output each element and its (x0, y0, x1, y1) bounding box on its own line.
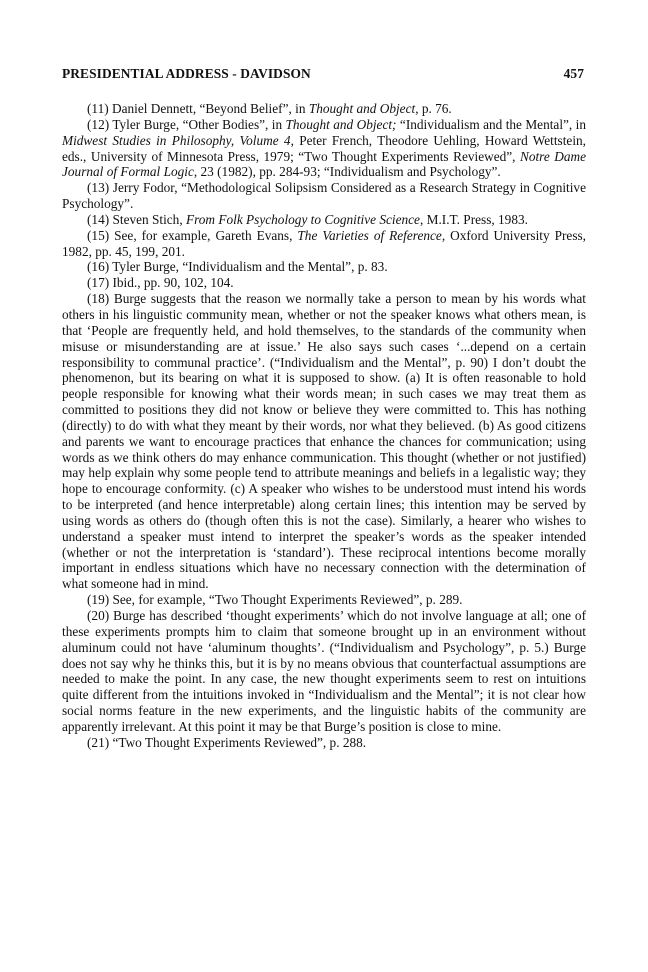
endnote-text: , Oxford University Press, 1982, pp. 45, 199, 201. (62, 227, 586, 259)
endnote-text: Burge suggests that the reason we normally take a person to mean by his words what others in his linguistic community mean, whether or not the speaker knows what others mean, is that ‘People are frequently held, and hold themselves, to the standards of the community when misuse or misunderstanding are at issue.’ He also says such cases ‘...depend on a certain responsibility to communal practice’. (“Individualism and the Mental”, p. 90) I don’t doubt the phenomenon, but its bearing on what it is supposed to show. (a) It is often reasonable to hold people responsible for knowing what their words mean; in such cases we may treat them as committed to positions they did not know or believe they were committed to. This has nothing (directly) to do with what they meant by their words, nor what they believed. (b) As good citizens and parents we want to encourage practices that enhance the chances for communication; using words as we think others do may enhance communication. This thought (whether or not justified) may help explain why some people tend to attribute meanings and beliefs in a legalistic way; they hope to encourage conformity. (c) A speaker who wishes to be understood must intend his words to be interpreted (and hence interpretable) along certain lines; this intention may be served by using words as others do (though often this is not the case). Similarly, a hearer who wishes to understand a speaker must intend to interpret the speaker’s words as the speaker intended (whether or not the interpretation is ‘standard’). These reciprocal intentions become morally important in endless situations which have no necessary connection with the determination of what someone had in mind. (62, 291, 586, 592)
italic-title: Notre Dame Journal of Formal Logic (62, 148, 586, 180)
endnote (62, 291, 586, 592)
endnote-number: (20) (87, 608, 110, 623)
endnotes-body (62, 101, 586, 751)
page-number: 457 (563, 66, 584, 81)
endnote-number: (21) (87, 734, 110, 750)
italic-title: Midwest Studies in Philosophy, Volume 4 (62, 132, 291, 148)
endnote-number: (11) (87, 101, 109, 116)
endnote-text: , 23 (1982), pp. 284-93; “Individualism and Psychology”. (193, 164, 501, 180)
endnote (62, 259, 586, 275)
running-title: PRESIDENTIAL ADDRESS - DAVIDSON (62, 66, 311, 81)
endnote-text: Burge has described ‘thought experiments’ which do not involve language at all; one of these experiments prompts him to claim that someone brought up in an environment without aluminum could not have ‘aluminum thoughts’. (“Individualism and Psychology”, p. 5.) Burge does not say why he thinks this, but it is by no means obvious that counterfactual assumptions are needed to make the point. In any case, the new thought experiments seem to rest on intuitions quite different from the intuitions invoked in “Individualism and the Mental”; it is not clear how social norms feature in the new experiments, and the linguistic habits of the community are apparently irrelevant. At this point it may be that Burge’s position is close to mine. (62, 608, 586, 734)
endnote-text: , p. 76. (415, 101, 452, 116)
endnote (62, 275, 586, 291)
endnote-text: See, for example, Gareth Evans, (109, 227, 298, 243)
endnote-text: Steven Stich, (109, 211, 186, 227)
endnote-number: (14) (87, 211, 110, 227)
endnote-text: , M.I.T. Press, 1983. (419, 211, 528, 227)
italic-title: Thought and Object; (285, 116, 397, 132)
endnote-text: “Individualism and the Mental”, in (396, 116, 586, 132)
endnote-text: Tyler Burge, “Other Bodies”, in (109, 116, 286, 132)
italic-title: The Varieties of Reference (297, 227, 442, 243)
endnote (62, 592, 586, 608)
endnote-number: (13) (87, 180, 110, 196)
endnote (62, 735, 586, 751)
endnote-number: (16) (87, 259, 110, 275)
endnote-number: (19) (87, 592, 110, 608)
endnote (62, 228, 586, 260)
endnote-text: Tyler Burge, “Individualism and the Mental”, p. 83. (109, 259, 388, 275)
endnote-text: See, for example, “Two Thought Experiments Reviewed”, p. 289. (109, 592, 463, 608)
endnote (62, 212, 586, 228)
endnote (62, 180, 586, 212)
endnote-text: Ibid., pp. 90, 102, 104. (109, 275, 234, 291)
endnote-number: (18) (87, 291, 110, 307)
endnote (62, 117, 586, 180)
endnote-text: Daniel Dennett, “Beyond Belief”, in (108, 101, 309, 116)
endnote (62, 608, 586, 735)
endnote-number: (12) (87, 116, 110, 132)
endnote-text: , Peter French, Theodore Uehling, Howard Wettstein, eds., University of Minnesota Press, 1979; “Two Thought Experiments Reviewed”, (62, 132, 586, 164)
endnote-number: (15) (87, 227, 110, 243)
endnote-number: (17) (87, 275, 110, 291)
italic-title: From Folk Psychology to Cognitive Science (185, 211, 420, 227)
running-header (62, 66, 584, 82)
endnote (62, 101, 586, 117)
endnote-text: Jerry Fodor, “Methodological Solipsism Considered as a Research Strategy in Cognitive Psychology”. (62, 180, 586, 212)
italic-title: Thought and Object (308, 101, 416, 116)
endnote-text: “Two Thought Experiments Reviewed”, p. 288. (109, 734, 367, 750)
